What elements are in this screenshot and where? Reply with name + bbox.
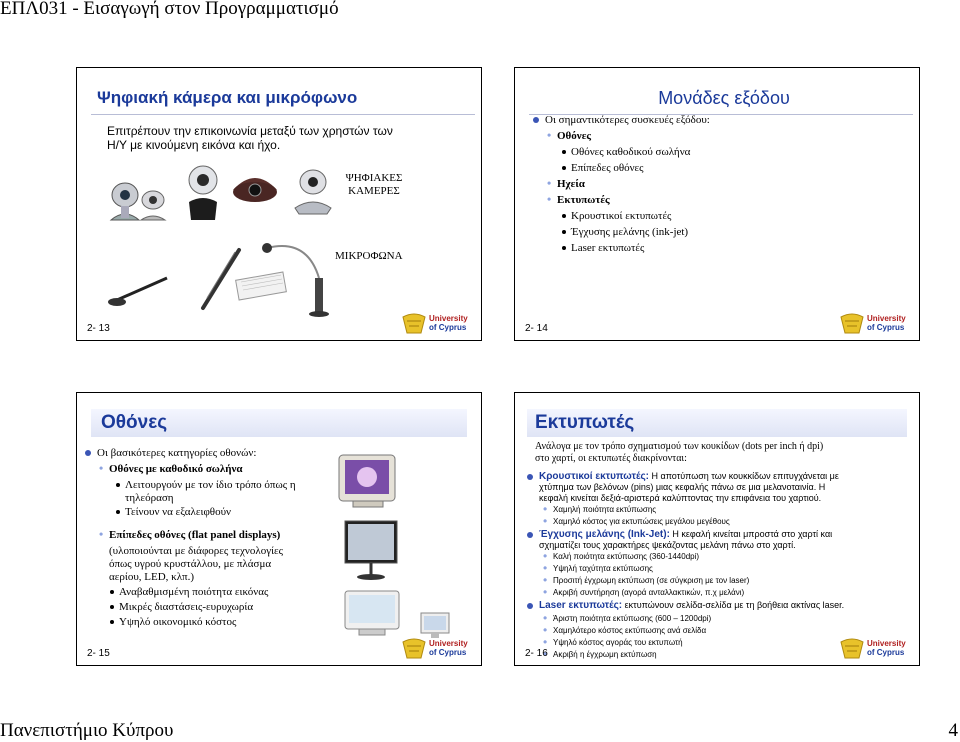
monitors-illustration xyxy=(419,611,455,641)
bullet-level2: Laser εκτυπωτές xyxy=(571,242,645,254)
sub-bullet: • Χαμηλή ποιότητα εκτύπωσης xyxy=(553,505,656,515)
bullet-level1: • Επίπεδες οθόνες (flat panel displays) xyxy=(109,529,280,542)
laser-desc: εκτυπώνουν σελίδα-σελίδα με τη βοήθεια ακτίνας laser. xyxy=(622,600,845,610)
bullet-level2: Λειτουργούν με τον ίδιο τρόπο όπως η xyxy=(125,479,296,491)
impact-printers-heading: Κρουστικοί εκτυπωτές: xyxy=(539,471,649,482)
page-number: 4 xyxy=(948,720,958,741)
impact-desc: Η αποτύπωση των κουκκίδων επιτυγχάνεται με xyxy=(649,471,839,481)
slide-13 xyxy=(76,67,482,341)
sub-bullet: • Υψηλή ταχύτητα εκτύπωσης xyxy=(553,564,653,574)
sub-bullet: • Χαμηλότερο κόστος εκτύπωσης ανά σελίδα xyxy=(553,626,706,636)
flat-description: όπως υγρού κρυστάλλου, με πλάσμα xyxy=(109,558,272,570)
bullet-level2: Κρουστικοί εκτυπωτές xyxy=(571,210,672,222)
bullet-intro: Οι βασικότερες κατηγορίες οθονών: xyxy=(97,447,257,459)
bullet-level2-cont: τηλεόραση xyxy=(125,492,174,504)
sub-bullet: • Υψηλό κόστος αγοράς του εκτυπωτή xyxy=(553,638,683,648)
slide-title: Μονάδες εξόδου xyxy=(529,82,913,115)
slide-title: Εκτυπωτές xyxy=(527,409,907,437)
university-crest-icon xyxy=(401,313,427,335)
bullet-level1: • Εκτυπωτές xyxy=(557,194,610,207)
university-crest-icon xyxy=(401,638,427,660)
university-logo: University of Cyprus xyxy=(401,313,473,335)
flat-description: (υλοποιούνται με διάφορες τεχνολογίες xyxy=(109,545,284,557)
university-crest-icon xyxy=(839,313,865,335)
cameras-label: ΚΑΜΕΡΕΣ xyxy=(348,185,400,197)
slide-number: 2- 13 xyxy=(87,323,110,334)
monitors-illustration xyxy=(335,451,421,641)
laser-printers-heading: Laser εκτυπωτές: xyxy=(539,600,623,611)
impact-desc: κεφαλή κινείται δεξιά-αριστερά καλύπτοντας την επιφάνεια του χαρτιού. xyxy=(539,493,822,503)
bullet-level2: Τείνουν να εξαλειφθούν xyxy=(125,506,231,518)
slide-title: Ψηφιακή κάμερα και μικρόφωνο xyxy=(91,82,475,115)
flat-description: αερίου, LED, κλπ.) xyxy=(109,571,195,583)
bullet-intro: Οι σημαντικότερες συσκευές εξόδου: xyxy=(545,114,710,126)
university-logo: University of Cyprus xyxy=(401,638,473,660)
slide-title: Οθόνες xyxy=(91,409,467,437)
bullet-level2: Έγχυσης μελάνης (ink-jet) xyxy=(571,226,689,238)
impact-desc: χτύπημα των βελόνων (pins) μιας κεφαλής πάνω σε μια μελανοταινία. Η xyxy=(539,482,826,492)
document-header: ΕΠΛ031 - Εισαγωγή στον Προγραμματισμό xyxy=(0,0,339,19)
inkjet-printers-heading: Έγχυσης μελάνης (Ink-Jet): xyxy=(539,529,670,540)
slide-16 xyxy=(514,392,920,666)
inkjet-desc: σχηματίζει τους χαρακτήρες ψεκάζοντας μελάνη πάνω στο χαρτί. xyxy=(539,540,796,550)
sub-bullet: • Προσιτή έγχρωμη εκτύπωση (σε σύγκριση με τον laser) xyxy=(553,576,749,586)
university-logo: University of Cyprus xyxy=(839,313,911,335)
bullet-level1: • Οθόνες xyxy=(557,130,591,143)
slide-15 xyxy=(76,392,482,666)
sub-bullet: • Άριστη ποιότητα εκτύπωσης (600 – 1200dpi) xyxy=(553,614,711,624)
university-logo: University of Cyprus xyxy=(839,638,911,660)
slide-number: 2- 15 xyxy=(87,648,110,659)
intro-line: στο χαρτί, οι εκτυπωτές διακρίνονται: xyxy=(535,453,687,464)
microphones-illustration xyxy=(107,238,339,320)
sub-bullet: • Καλή ποιότητα εκτύπωσης (360-1440dpi) xyxy=(553,552,699,562)
bullet-level1: • Οθόνες με καθοδικό σωλήνα xyxy=(109,463,243,476)
university-crest-icon xyxy=(839,638,865,660)
bullet-level2: Μικρές διαστάσεις-ευρυχωρία xyxy=(119,601,254,613)
sub-bullet: • Ακριβή συντήρηση (αγορά ανταλλακτικών, π.χ μελάνι) xyxy=(553,588,744,598)
bullet-level1: • Ηχεία xyxy=(557,178,585,191)
slide-text-line: Η/Υ με κινούμενη εικόνα και ήχο. xyxy=(107,138,281,152)
sub-bullet: • Ακριβή η έγχρωμη εκτύπωση xyxy=(553,650,657,660)
slide-number: 2- 16 xyxy=(525,648,548,659)
webcams-illustration xyxy=(105,160,337,240)
footer-university: Πανεπιστήμιο Κύπρου xyxy=(0,720,174,741)
bullet-level2: Αναβαθμισμένη ποιότητα εικόνας xyxy=(119,586,269,598)
slide-14 xyxy=(514,67,920,341)
sub-bullet: • Χαμηλό κόστος για εκτυπώσεις μεγάλου μεγέθους xyxy=(553,517,730,527)
inkjet-desc: Η κεφαλή κινείται μπροστά στο χαρτί και xyxy=(669,529,833,539)
bullet-level2: Οθόνες καθοδικού σωλήνα xyxy=(571,146,691,158)
cameras-label: ΨΗΦΙΑΚΕΣ xyxy=(345,172,403,184)
bullet-level2: Υψηλό οικονομικό κόστος xyxy=(119,616,237,628)
microphones-label: ΜΙΚΡΟΦΩΝΑ xyxy=(335,250,403,262)
slide-text-line: Επιτρέπουν την επικοινωνία μεταξύ των χρηστών των xyxy=(107,124,393,138)
bullet-level2: Επίπεδες οθόνες xyxy=(571,162,644,174)
intro-line: Ανάλογα με τον τρόπο σχηματισμού των κουκίδων (dots per inch ή dpi) xyxy=(535,441,824,452)
slide-number: 2- 14 xyxy=(525,323,548,334)
